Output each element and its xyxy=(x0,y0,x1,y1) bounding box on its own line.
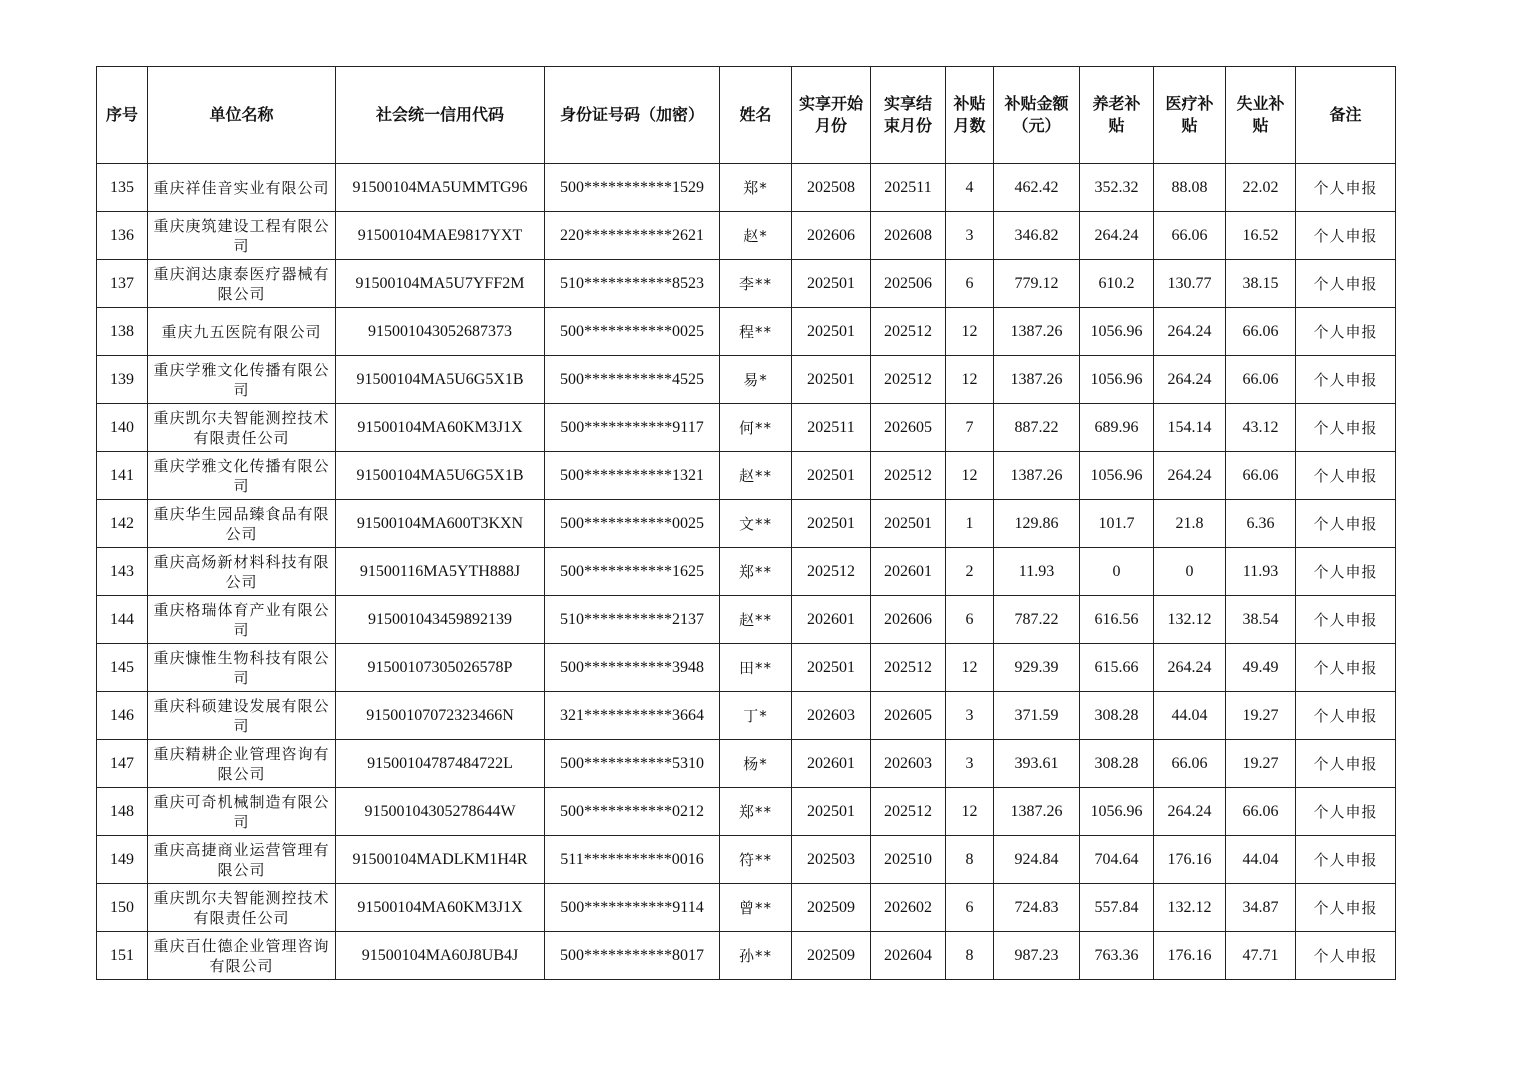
cell-name: 赵** xyxy=(720,452,792,500)
table-row xyxy=(97,788,1396,836)
cell-start-month: 202601 xyxy=(792,596,871,644)
cell-medical: 264.24 xyxy=(1154,356,1226,404)
subsidy-table xyxy=(96,66,1396,980)
cell-company: 重庆凯尔夫智能测控技术有限责任公司 xyxy=(148,884,336,932)
cell-start-month: 202511 xyxy=(792,404,871,452)
cell-months: 4 xyxy=(946,164,994,212)
cell-medical: 88.08 xyxy=(1154,164,1226,212)
cell-credit-code: 91500104MA60KM3J1X xyxy=(336,404,545,452)
cell-remark: 个人申报 xyxy=(1296,644,1396,692)
cell-credit-code: 91500104787484722L xyxy=(336,740,545,788)
cell-seq: 149 xyxy=(97,836,148,884)
cell-seq: 138 xyxy=(97,308,148,356)
cell-unemployment: 38.15 xyxy=(1226,260,1296,308)
cell-credit-code: 91500107072323466N xyxy=(336,692,545,740)
cell-unemployment: 44.04 xyxy=(1226,836,1296,884)
cell-seq: 137 xyxy=(97,260,148,308)
cell-credit-code: 91500107305026578P xyxy=(336,644,545,692)
table-row xyxy=(97,500,1396,548)
cell-amount: 924.84 xyxy=(994,836,1080,884)
cell-company: 重庆润达康泰医疗器械有限公司 xyxy=(148,260,336,308)
cell-medical: 130.77 xyxy=(1154,260,1226,308)
cell-remark: 个人申报 xyxy=(1296,500,1396,548)
cell-seq: 136 xyxy=(97,212,148,260)
cell-id-number: 500***********1625 xyxy=(545,548,720,596)
cell-remark: 个人申报 xyxy=(1296,884,1396,932)
cell-id-number: 500***********8017 xyxy=(545,932,720,980)
cell-seq: 145 xyxy=(97,644,148,692)
cell-months: 12 xyxy=(946,356,994,404)
cell-id-number: 321***********3664 xyxy=(545,692,720,740)
cell-medical: 66.06 xyxy=(1154,740,1226,788)
cell-months: 3 xyxy=(946,740,994,788)
cell-end-month: 202603 xyxy=(871,740,946,788)
cell-name: 符** xyxy=(720,836,792,884)
cell-start-month: 202601 xyxy=(792,740,871,788)
cell-start-month: 202501 xyxy=(792,356,871,404)
cell-remark: 个人申报 xyxy=(1296,836,1396,884)
cell-pension: 1056.96 xyxy=(1080,308,1154,356)
cell-unemployment: 34.87 xyxy=(1226,884,1296,932)
cell-pension: 1056.96 xyxy=(1080,788,1154,836)
cell-company: 重庆学雅文化传播有限公司 xyxy=(148,452,336,500)
col-header-credit-code: 社会统一信用代码 xyxy=(336,67,545,164)
cell-credit-code: 91500104MADLKM1H4R xyxy=(336,836,545,884)
cell-pension: 264.24 xyxy=(1080,212,1154,260)
col-header-medical: 医疗补贴 xyxy=(1154,67,1226,164)
cell-pension: 1056.96 xyxy=(1080,356,1154,404)
cell-name: 曾** xyxy=(720,884,792,932)
cell-pension: 615.66 xyxy=(1080,644,1154,692)
cell-amount: 929.39 xyxy=(994,644,1080,692)
cell-amount: 1387.26 xyxy=(994,788,1080,836)
cell-months: 12 xyxy=(946,452,994,500)
cell-id-number: 500***********0025 xyxy=(545,308,720,356)
cell-start-month: 202508 xyxy=(792,164,871,212)
cell-credit-code: 91500104MA5U6G5X1B xyxy=(336,452,545,500)
cell-amount: 393.61 xyxy=(994,740,1080,788)
table-row xyxy=(97,452,1396,500)
cell-unemployment: 66.06 xyxy=(1226,788,1296,836)
col-header-name: 姓名 xyxy=(720,67,792,164)
cell-credit-code: 91500104MA60J8UB4J xyxy=(336,932,545,980)
cell-remark: 个人申报 xyxy=(1296,164,1396,212)
cell-company: 重庆格瑞体育产业有限公司 xyxy=(148,596,336,644)
cell-id-number: 500***********9117 xyxy=(545,404,720,452)
table-row xyxy=(97,356,1396,404)
cell-start-month: 202501 xyxy=(792,788,871,836)
cell-end-month: 202501 xyxy=(871,500,946,548)
cell-end-month: 202512 xyxy=(871,308,946,356)
col-header-months: 补贴月数 xyxy=(946,67,994,164)
cell-medical: 264.24 xyxy=(1154,308,1226,356)
table-row xyxy=(97,932,1396,980)
cell-amount: 1387.26 xyxy=(994,452,1080,500)
cell-unemployment: 38.54 xyxy=(1226,596,1296,644)
cell-amount: 987.23 xyxy=(994,932,1080,980)
cell-seq: 141 xyxy=(97,452,148,500)
col-header-seq: 序号 xyxy=(97,67,148,164)
cell-remark: 个人申报 xyxy=(1296,788,1396,836)
cell-credit-code: 91500104MA5U7YFF2M xyxy=(336,260,545,308)
cell-unemployment: 49.49 xyxy=(1226,644,1296,692)
table-row xyxy=(97,692,1396,740)
cell-pension: 101.7 xyxy=(1080,500,1154,548)
cell-credit-code: 915001043052687373 xyxy=(336,308,545,356)
cell-end-month: 202605 xyxy=(871,404,946,452)
cell-name: 杨* xyxy=(720,740,792,788)
cell-name: 易* xyxy=(720,356,792,404)
col-header-end-month: 实享结束月份 xyxy=(871,67,946,164)
cell-credit-code: 915001043459892139 xyxy=(336,596,545,644)
cell-months: 1 xyxy=(946,500,994,548)
cell-credit-code: 91500104MA600T3KXN xyxy=(336,500,545,548)
cell-months: 7 xyxy=(946,404,994,452)
col-header-company: 单位名称 xyxy=(148,67,336,164)
cell-unemployment: 19.27 xyxy=(1226,740,1296,788)
cell-start-month: 202503 xyxy=(792,836,871,884)
cell-credit-code: 91500104MA5U6G5X1B xyxy=(336,356,545,404)
cell-pension: 689.96 xyxy=(1080,404,1154,452)
cell-amount: 779.12 xyxy=(994,260,1080,308)
cell-months: 6 xyxy=(946,884,994,932)
cell-end-month: 202602 xyxy=(871,884,946,932)
cell-medical: 154.14 xyxy=(1154,404,1226,452)
cell-amount: 887.22 xyxy=(994,404,1080,452)
cell-company: 重庆学雅文化传播有限公司 xyxy=(148,356,336,404)
cell-medical: 132.12 xyxy=(1154,884,1226,932)
table-row xyxy=(97,884,1396,932)
col-header-id-number: 身份证号码（加密） xyxy=(545,67,720,164)
cell-end-month: 202510 xyxy=(871,836,946,884)
cell-remark: 个人申报 xyxy=(1296,212,1396,260)
cell-company: 重庆九五医院有限公司 xyxy=(148,308,336,356)
col-header-pension: 养老补贴 xyxy=(1080,67,1154,164)
cell-months: 12 xyxy=(946,308,994,356)
cell-unemployment: 43.12 xyxy=(1226,404,1296,452)
cell-amount: 1387.26 xyxy=(994,308,1080,356)
table-row xyxy=(97,212,1396,260)
cell-seq: 140 xyxy=(97,404,148,452)
cell-id-number: 510***********2137 xyxy=(545,596,720,644)
cell-medical: 44.04 xyxy=(1154,692,1226,740)
cell-amount: 346.82 xyxy=(994,212,1080,260)
cell-pension: 352.32 xyxy=(1080,164,1154,212)
cell-start-month: 202501 xyxy=(792,308,871,356)
cell-seq: 144 xyxy=(97,596,148,644)
cell-company: 重庆凯尔夫智能测控技术有限责任公司 xyxy=(148,404,336,452)
cell-seq: 142 xyxy=(97,500,148,548)
header-row xyxy=(97,67,1396,164)
cell-name: 郑* xyxy=(720,164,792,212)
cell-unemployment: 66.06 xyxy=(1226,356,1296,404)
cell-seq: 139 xyxy=(97,356,148,404)
cell-id-number: 500***********0212 xyxy=(545,788,720,836)
cell-remark: 个人申报 xyxy=(1296,932,1396,980)
cell-id-number: 500***********4525 xyxy=(545,356,720,404)
cell-id-number: 220***********2621 xyxy=(545,212,720,260)
cell-pension: 1056.96 xyxy=(1080,452,1154,500)
col-header-amount: 补贴金额（元） xyxy=(994,67,1080,164)
cell-id-number: 511***********0016 xyxy=(545,836,720,884)
cell-id-number: 500***********0025 xyxy=(545,500,720,548)
cell-medical: 176.16 xyxy=(1154,932,1226,980)
table-row xyxy=(97,836,1396,884)
cell-start-month: 202501 xyxy=(792,644,871,692)
cell-company: 重庆祥佳音实业有限公司 xyxy=(148,164,336,212)
table-row xyxy=(97,260,1396,308)
cell-start-month: 202509 xyxy=(792,884,871,932)
cell-id-number: 500***********1321 xyxy=(545,452,720,500)
table-row xyxy=(97,404,1396,452)
cell-company: 重庆高炀新材料科技有限公司 xyxy=(148,548,336,596)
cell-name: 何** xyxy=(720,404,792,452)
cell-start-month: 202501 xyxy=(792,260,871,308)
cell-medical: 176.16 xyxy=(1154,836,1226,884)
cell-end-month: 202506 xyxy=(871,260,946,308)
cell-start-month: 202501 xyxy=(792,500,871,548)
cell-medical: 0 xyxy=(1154,548,1226,596)
cell-unemployment: 16.52 xyxy=(1226,212,1296,260)
cell-unemployment: 6.36 xyxy=(1226,500,1296,548)
cell-end-month: 202608 xyxy=(871,212,946,260)
cell-unemployment: 11.93 xyxy=(1226,548,1296,596)
cell-credit-code: 91500104MA60KM3J1X xyxy=(336,884,545,932)
cell-pension: 704.64 xyxy=(1080,836,1154,884)
cell-name: 赵** xyxy=(720,596,792,644)
col-header-start-month: 实享开始月份 xyxy=(792,67,871,164)
cell-id-number: 500***********9114 xyxy=(545,884,720,932)
cell-medical: 264.24 xyxy=(1154,644,1226,692)
cell-remark: 个人申报 xyxy=(1296,308,1396,356)
cell-remark: 个人申报 xyxy=(1296,596,1396,644)
table-row xyxy=(97,548,1396,596)
cell-end-month: 202512 xyxy=(871,356,946,404)
cell-unemployment: 66.06 xyxy=(1226,308,1296,356)
cell-seq: 143 xyxy=(97,548,148,596)
cell-medical: 66.06 xyxy=(1154,212,1226,260)
cell-months: 6 xyxy=(946,260,994,308)
cell-medical: 132.12 xyxy=(1154,596,1226,644)
cell-company: 重庆百仕德企业管理咨询有限公司 xyxy=(148,932,336,980)
cell-name: 孙** xyxy=(720,932,792,980)
cell-remark: 个人申报 xyxy=(1296,452,1396,500)
cell-months: 6 xyxy=(946,596,994,644)
cell-company: 重庆华生园品臻食品有限公司 xyxy=(148,500,336,548)
cell-name: 田** xyxy=(720,644,792,692)
cell-id-number: 510***********8523 xyxy=(545,260,720,308)
col-header-unemployment: 失业补贴 xyxy=(1226,67,1296,164)
cell-months: 12 xyxy=(946,788,994,836)
cell-credit-code: 91500104MA5UMMTG96 xyxy=(336,164,545,212)
cell-seq: 148 xyxy=(97,788,148,836)
cell-remark: 个人申报 xyxy=(1296,740,1396,788)
table-row xyxy=(97,644,1396,692)
cell-end-month: 202512 xyxy=(871,452,946,500)
cell-remark: 个人申报 xyxy=(1296,356,1396,404)
cell-remark: 个人申报 xyxy=(1296,260,1396,308)
cell-start-month: 202512 xyxy=(792,548,871,596)
cell-amount: 462.42 xyxy=(994,164,1080,212)
cell-name: 郑** xyxy=(720,548,792,596)
cell-company: 重庆慷惟生物科技有限公司 xyxy=(148,644,336,692)
cell-pension: 763.36 xyxy=(1080,932,1154,980)
cell-seq: 147 xyxy=(97,740,148,788)
cell-name: 李** xyxy=(720,260,792,308)
cell-name: 文** xyxy=(720,500,792,548)
cell-id-number: 500***********1529 xyxy=(545,164,720,212)
cell-unemployment: 19.27 xyxy=(1226,692,1296,740)
cell-pension: 308.28 xyxy=(1080,692,1154,740)
cell-seq: 150 xyxy=(97,884,148,932)
cell-pension: 616.56 xyxy=(1080,596,1154,644)
cell-seq: 135 xyxy=(97,164,148,212)
cell-end-month: 202606 xyxy=(871,596,946,644)
cell-company: 重庆可奇机械制造有限公司 xyxy=(148,788,336,836)
cell-pension: 0 xyxy=(1080,548,1154,596)
cell-unemployment: 22.02 xyxy=(1226,164,1296,212)
cell-amount: 371.59 xyxy=(994,692,1080,740)
col-header-remark: 备注 xyxy=(1296,67,1396,164)
cell-amount: 1387.26 xyxy=(994,356,1080,404)
cell-months: 2 xyxy=(946,548,994,596)
cell-company: 重庆精耕企业管理咨询有限公司 xyxy=(148,740,336,788)
cell-name: 赵* xyxy=(720,212,792,260)
table-row xyxy=(97,164,1396,212)
cell-seq: 151 xyxy=(97,932,148,980)
cell-company: 重庆庚筑建设工程有限公司 xyxy=(148,212,336,260)
cell-start-month: 202603 xyxy=(792,692,871,740)
cell-credit-code: 91500104305278644W xyxy=(336,788,545,836)
cell-amount: 129.86 xyxy=(994,500,1080,548)
cell-amount: 11.93 xyxy=(994,548,1080,596)
cell-end-month: 202605 xyxy=(871,692,946,740)
cell-months: 8 xyxy=(946,932,994,980)
cell-name: 丁* xyxy=(720,692,792,740)
cell-credit-code: 91500104MAE9817YXT xyxy=(336,212,545,260)
cell-pension: 610.2 xyxy=(1080,260,1154,308)
cell-company: 重庆高捷商业运营管理有限公司 xyxy=(148,836,336,884)
cell-start-month: 202501 xyxy=(792,452,871,500)
cell-months: 3 xyxy=(946,692,994,740)
cell-unemployment: 66.06 xyxy=(1226,452,1296,500)
cell-remark: 个人申报 xyxy=(1296,404,1396,452)
cell-medical: 264.24 xyxy=(1154,788,1226,836)
cell-months: 8 xyxy=(946,836,994,884)
cell-name: 郑** xyxy=(720,788,792,836)
cell-end-month: 202601 xyxy=(871,548,946,596)
cell-unemployment: 47.71 xyxy=(1226,932,1296,980)
cell-start-month: 202509 xyxy=(792,932,871,980)
table-row xyxy=(97,308,1396,356)
cell-pension: 557.84 xyxy=(1080,884,1154,932)
cell-medical: 21.8 xyxy=(1154,500,1226,548)
cell-pension: 308.28 xyxy=(1080,740,1154,788)
cell-end-month: 202512 xyxy=(871,788,946,836)
cell-remark: 个人申报 xyxy=(1296,692,1396,740)
cell-amount: 724.83 xyxy=(994,884,1080,932)
cell-months: 12 xyxy=(946,644,994,692)
cell-months: 3 xyxy=(946,212,994,260)
cell-seq: 146 xyxy=(97,692,148,740)
cell-medical: 264.24 xyxy=(1154,452,1226,500)
cell-end-month: 202512 xyxy=(871,644,946,692)
cell-company: 重庆科硕建设发展有限公司 xyxy=(148,692,336,740)
cell-amount: 787.22 xyxy=(994,596,1080,644)
cell-end-month: 202604 xyxy=(871,932,946,980)
table-row xyxy=(97,740,1396,788)
table-body xyxy=(97,164,1396,980)
cell-end-month: 202511 xyxy=(871,164,946,212)
cell-id-number: 500***********5310 xyxy=(545,740,720,788)
cell-start-month: 202606 xyxy=(792,212,871,260)
table-row xyxy=(97,596,1396,644)
cell-remark: 个人申报 xyxy=(1296,548,1396,596)
cell-name: 程** xyxy=(720,308,792,356)
cell-credit-code: 91500116MA5YTH888J xyxy=(336,548,545,596)
cell-id-number: 500***********3948 xyxy=(545,644,720,692)
